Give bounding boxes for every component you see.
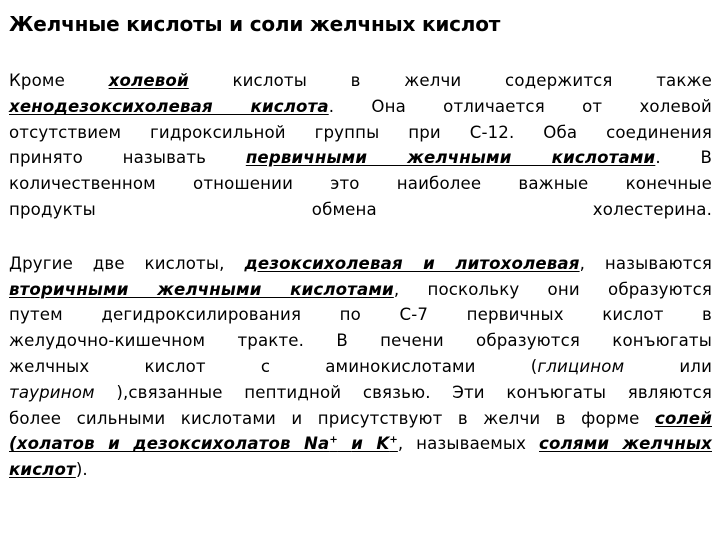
text-line [9, 354, 712, 380]
paragraph-primary-acids [9, 68, 712, 223]
term-deoxycholic-lithocholic: дезоксихолевая и литохолевая [244, 253, 580, 273]
page-title: Желчные кислоты и соли желчных кислот [9, 12, 501, 36]
term-cholic: холевой [108, 71, 189, 90]
text-line: отсутствием гидроксильной группы при С-12. Оба соединения [9, 122, 712, 142]
term-taurine: таурином [9, 382, 95, 402]
term-cholates [9, 434, 398, 453]
text-line: количественном отношении это наиболее важные конечные [9, 174, 712, 194]
superscript: + [389, 434, 398, 446]
text: желчных кислот с аминокислотами ( [9, 356, 538, 376]
term-salts: солей [654, 408, 712, 428]
term-acids: кислот [9, 460, 76, 480]
term-bile-salts: солями желчных [539, 434, 712, 454]
text: , называемых [397, 434, 527, 454]
text: , называются [579, 253, 712, 273]
text-line [9, 380, 712, 406]
paragraph-secondary-acids [9, 251, 712, 483]
term-primary-bile-acids: первичными желчными кислотами [245, 148, 656, 168]
text-line [9, 68, 712, 94]
text-line [9, 406, 712, 432]
term-glycine: глицином [537, 356, 625, 376]
text-line [9, 251, 712, 277]
text: Кроме [9, 71, 65, 90]
text: , поскольку они образуются [393, 279, 712, 299]
text: . В [655, 148, 712, 168]
text: ),связанные пептидной связью. Эти конъюгаты являются [116, 382, 713, 402]
text: (холатов и дезоксихолатов Na [9, 434, 330, 454]
text: и K [351, 434, 390, 454]
text: принято называть [9, 148, 207, 168]
term-secondary-bile-acids: вторичными желчными кислотами [9, 279, 394, 299]
text-line: продукты обмена холестерина. [9, 199, 712, 219]
text: кислоты в желчи содержится также [232, 71, 713, 90]
text-line [9, 277, 712, 303]
superscript: + [329, 434, 338, 446]
text: более сильными кислотами и присутствуют в желчи в форме [9, 408, 640, 428]
text-line: путем дегидроксилирования по С-7 первичных кислот в [9, 305, 712, 325]
text: . Она отличается от холевой [328, 96, 712, 116]
text: Другие две кислоты, [9, 253, 225, 273]
text: или [679, 356, 712, 376]
text-line [9, 94, 712, 120]
text-line [9, 145, 712, 171]
text: ). [75, 460, 88, 480]
text-line: желудочно-кишечном тракте. В печени образуются конъюгаты [9, 331, 712, 351]
term-chenodeoxycholic: хенодезоксихолевая кислота [9, 96, 329, 116]
text-line [9, 431, 712, 457]
text-line [9, 457, 712, 483]
